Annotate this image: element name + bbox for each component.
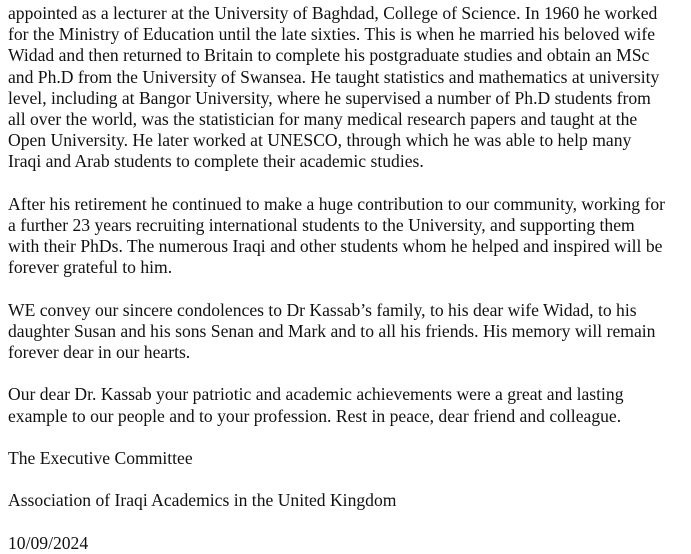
- text-line: forever dear in our hearts.: [8, 342, 191, 362]
- text-line: Our dear Dr. Kassab your patriotic and academic achievements were a great and lasting: [8, 384, 624, 405]
- signature-committee: The Executive Committee: [8, 447, 193, 468]
- text-line: Open University. He later worked at UNESCO, through which he was able to help many: [8, 130, 632, 151]
- text-line: After his retirement he continued to make a huge contribution to our community, working for: [8, 193, 665, 214]
- paragraph-spacer: [8, 278, 691, 299]
- text-line: WE convey our sincere condolences to Dr Kassab’s family, to his dear wife Widad, to his: [8, 299, 637, 320]
- text-line: with their PhDs. The numerous Iraqi and other students whom he helped and inspired will be: [8, 236, 663, 257]
- text-line: for the Ministry of Education until the late sixties. This is when he married his beloved wife: [8, 24, 656, 45]
- document-body: [8, 0, 691, 554]
- paragraph-spacer: [8, 427, 691, 448]
- text-line: level, including at Bangor University, where he supervised a number of Ph.D students from: [8, 87, 651, 108]
- paragraph-spacer: [8, 363, 691, 384]
- text-line: Iraqi and Arab students to complete their academic studies.: [8, 151, 424, 172]
- paragraph-career: [8, 3, 691, 173]
- text-line: and Ph.D from the University of Swansea. He taught statistics and mathematics at university: [8, 66, 660, 87]
- text-line: a further 23 years recruiting international students to the University, and supporting them: [8, 214, 635, 235]
- paragraph-spacer: [8, 469, 691, 490]
- text-line: all over the world, was the statistician for many medical research papers and taught at the: [8, 108, 638, 129]
- signature-date: 10/09/2024: [8, 532, 89, 553]
- signature-organization: Association of Iraqi Academics in the United Kingdom: [8, 490, 397, 511]
- text-line: daughter Susan and his sons Senan and Mark and to all his friends. His memory will remain: [8, 320, 656, 341]
- paragraph-spacer: [8, 512, 691, 533]
- text-line: appointed as a lecturer at the University of Baghdad, College of Science. In 1960 he worked: [8, 3, 658, 23]
- paragraph-spacer: [8, 173, 691, 194]
- paragraph-retirement: [8, 194, 691, 279]
- text-line: example to our people and to your profession. Rest in peace, dear friend and colleague.: [8, 405, 622, 426]
- text-line: forever grateful to him.: [8, 257, 173, 278]
- text-line: Widad and then returned to Britain to complete his postgraduate studies and obtain an MSc: [8, 45, 650, 66]
- paragraph-tribute: [8, 384, 691, 426]
- paragraph-condolences: [8, 300, 691, 364]
